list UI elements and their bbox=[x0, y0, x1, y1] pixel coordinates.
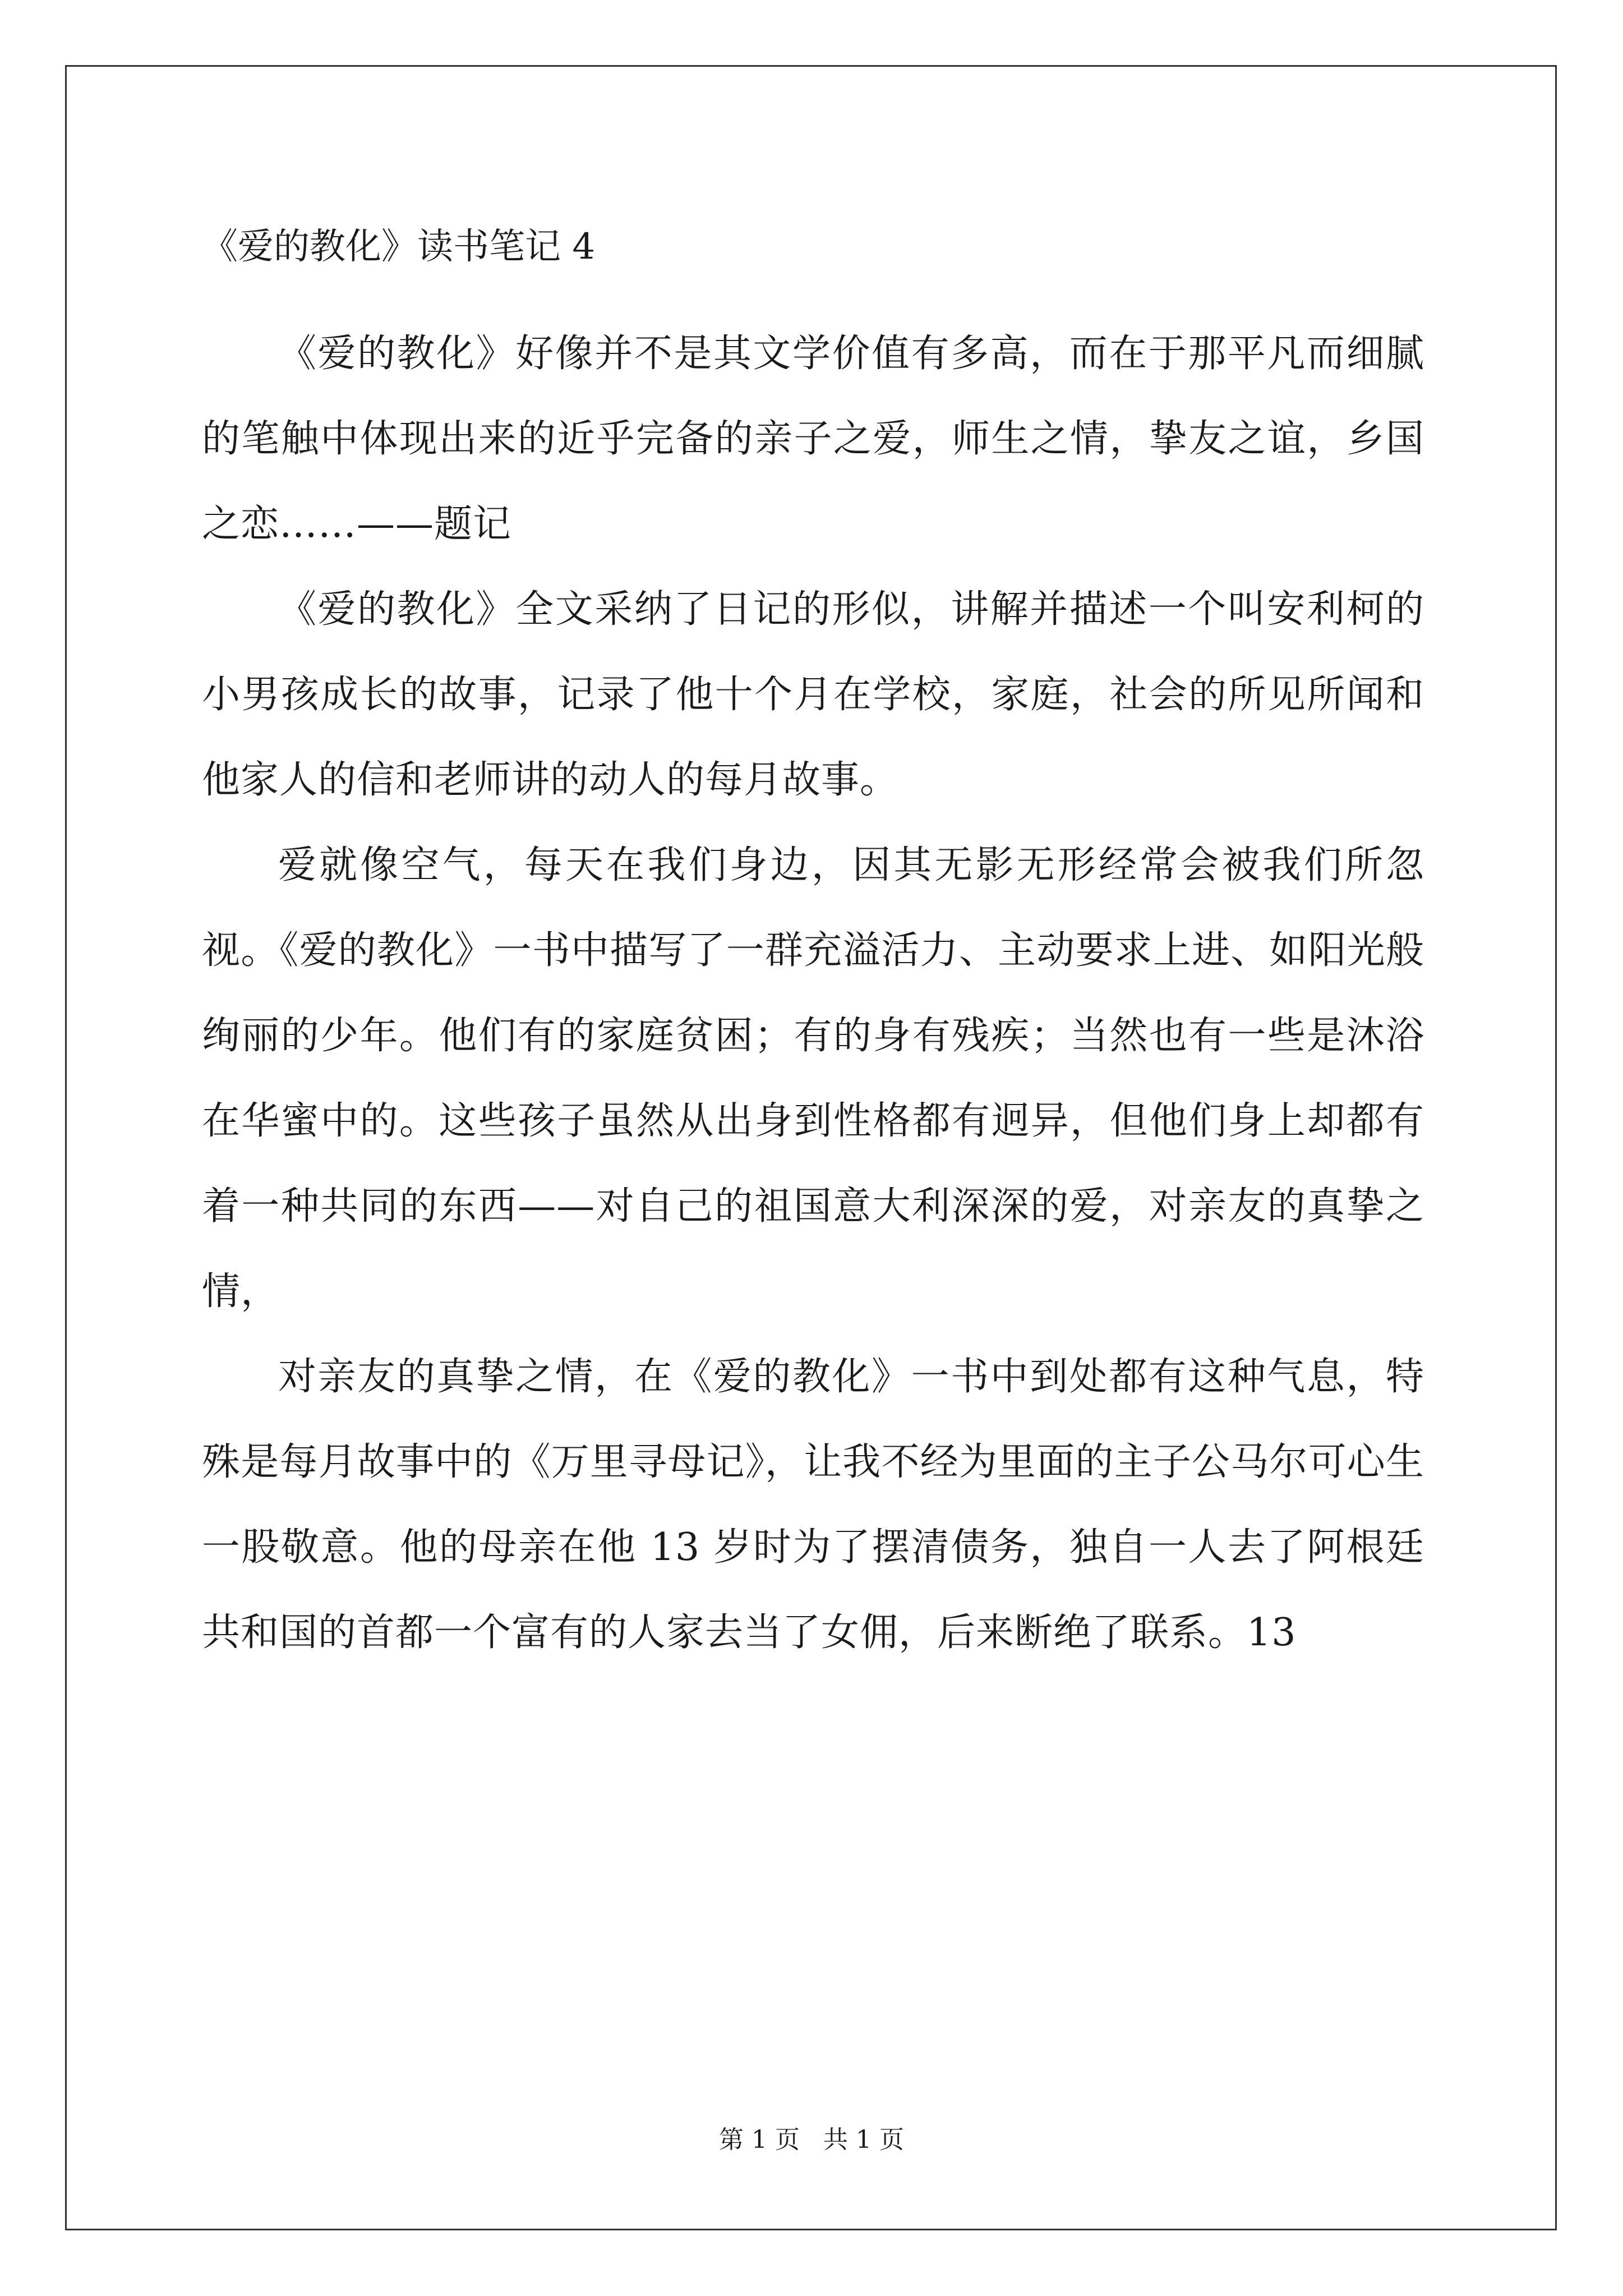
paragraph-2: 《爱的教化》全文采纳了日记的形似，讲解并描述一个叫安利柯的小男孩成长的故事，记录了他十个月在学校，家庭，社会的所见所闻和他家人的信和老师讲的动人的每月故事。 bbox=[202, 587, 1424, 802]
document-title: 《爱的教化》读书笔记 4 bbox=[202, 226, 596, 268]
page-footer bbox=[0, 2123, 1623, 2157]
paragraph-4: 对亲友的真挚之情，在《爱的教化》一书中到处都有这种气息，特殊是每月故事中的《万里寻母记》，让我不经为里面的主子公马尔可心生一股敬意。他的母亲在他 13 岁时为了摆清债务，独自一人去了阿根廷共和国的首都一个富有的人家去当了女佣，后来断绝了联系。13 bbox=[202, 1355, 1424, 1655]
page-total: 共 1 页 bbox=[823, 2125, 904, 2154]
paragraph-3: 爱就像空气，每天在我们身边，因其无影无形经常会被我们所忽视。《爱的教化》一书中描写了一群充溢活力、主动要求上进、如阳光般绚丽的少年。他们有的家庭贫困；有的身有残疾；当然也有一些是沐浴在华蜜中的。这些孩子虽然从出身到性格都有迥异，但他们身上却都有着一种共同的东西——对自己的祖国意大利深深的爱，对亲友的真挚之情， bbox=[202, 843, 1424, 1314]
document-body bbox=[202, 222, 1424, 1676]
page-number: 第 1 页 bbox=[719, 2125, 800, 2154]
paragraph-1: 《爱的教化》好像并不是其文学价值有多高，而在于那平凡而细腻的笔触中体现出来的近乎完备的亲子之爱，师生之情，挚友之谊，乡国之恋……——题记 bbox=[202, 332, 1424, 546]
